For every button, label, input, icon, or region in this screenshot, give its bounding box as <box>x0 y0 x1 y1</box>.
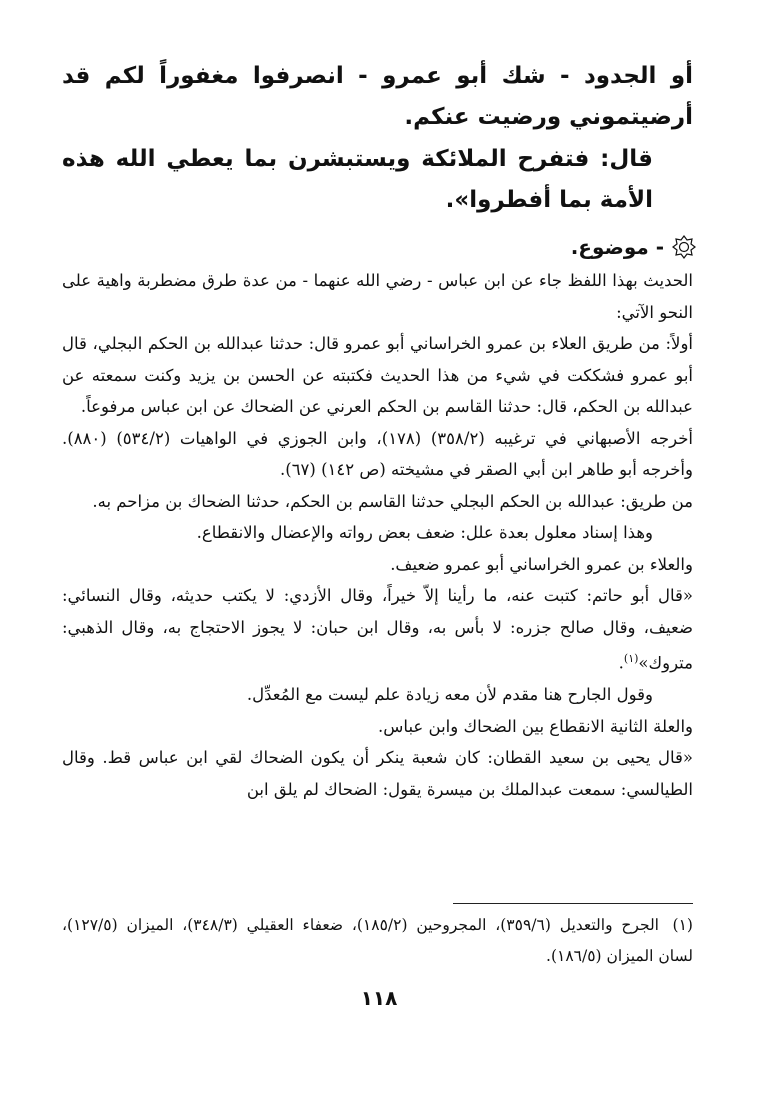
footnote-separator <box>453 903 693 904</box>
commentary-paragraph: من طريق: عبدالله بن الحكم البجلي حدثنا القاسم بن الحكم، حدثنا الضحاك بن مزاحم به. <box>92 491 693 511</box>
commentary-paragraph: وهذا إسناد معلول بعدة علل: ضعف بعض رواته والإعضال والانقطاع. <box>196 523 653 542</box>
commentary-paragraph: أولاً: من طريق العلاء بن عمرو الخراساني أبو عمرو قال: حدثنا عبدالله بن الحكم البجلي، قال أبو عمرو فشككت في شيء من هذا الحديث فكتبته عن الحسن بن يزيد وكنت سمعته عن عبدالله بن الحكم، قال: حدثنا القاسم بن الحكم العرني عن الضحاك عن ابن عباس مرفوعاً. <box>62 334 693 416</box>
continued-hadith-paragraph <box>62 56 693 138</box>
commentary-paragraph: أخرجه الأصبهاني في ترغيبه (٣٥٨/٢) (١٧٨)، وابن الجوزي في الواهيات (٥٣٤/٢) (٨٨٠). وأخرجه أبو طاهر ابن أبي الصقر في مشيخته (ص ١٤٢) (٦٧). <box>62 428 693 479</box>
commentary-paragraph: «قال يحيى بن سعيد القطان: كان شعبة ينكر أن يكون الضحاك لقي ابن عباس قط. وقال الطيالسي: سمعت عبدالملك بن ميسرة يقول: الضحاك لم يلق ابن <box>62 748 693 799</box>
footnote-number: (١) <box>672 916 693 934</box>
footnote-reference[interactable]: (١) <box>623 652 639 665</box>
verdict-heading <box>571 232 696 262</box>
footnote-text: الجرح والتعديل (٣٥٩/٦)، المجروحين (١٨٥/٢)، ضعفاء العقيلي (٣٤٨/٣)، الميزان (١٢٧/٥)، لسان الميزان (١٨٦/٥). <box>62 916 693 965</box>
continued-hadith-text: أو الجدود - شك أبو عمرو - انصرفوا مغفوراً لكم قد أرضيتموني ورضيت عنكم. <box>62 63 693 130</box>
hadith-closing-paragraph <box>62 139 693 221</box>
ornament-icon <box>672 235 696 259</box>
page-number: ١١٨ <box>360 986 398 1010</box>
commentary-paragraph: والعلاء بن عمرو الخراساني أبو عمرو ضعيف. <box>390 554 693 574</box>
footnote <box>62 910 693 972</box>
commentary-paragraph: والعلة الثانية الانقطاع بين الضحاك وابن عباس. <box>378 716 693 736</box>
commentary-paragraph: «قال أبو حاتم: كتبت عنه، ما رأينا إلاّ خيراً، وقال الأزدي: لا يكتب حديثه، وقال النسائي: ضعيف، وقال صالح جزره: لا بأس به، وقال ابن حبان: لا يجوز الاحتجاج به، وقال الذهبي: متروك»$^{(١)}$. <box>62 586 693 673</box>
commentary-body <box>62 265 693 805</box>
quoted-narrator-opinions: «قال أبو حاتم: كتبت عنه، ما رأينا إلاّ خيراً، وقال الأزدي: لا يكتب حديثه، وقال النسائي: ضعيف، وقال صالح جزره: لا بأس به، وقال ابن حبان: لا يجوز الاحتجاج به، وقال الذهبي: متروك» <box>62 586 693 673</box>
verdict-label: - موضوع. <box>570 235 664 259</box>
hadith-closing-text: قال: فتفرح الملائكة ويستبشرن بما يعطي الله هذه الأمة بما أفطروا». <box>62 146 653 213</box>
commentary-paragraph: وقول الجارح هنا مقدم لأن معه زيادة علم ليست مع المُعدِّل. <box>246 685 653 704</box>
commentary-paragraph: الحديث بهذا اللفظ جاء عن ابن عباس - رضي الله عنهما - من عدة طرق مضطربة واهية على النحو الآتي: <box>62 271 693 322</box>
